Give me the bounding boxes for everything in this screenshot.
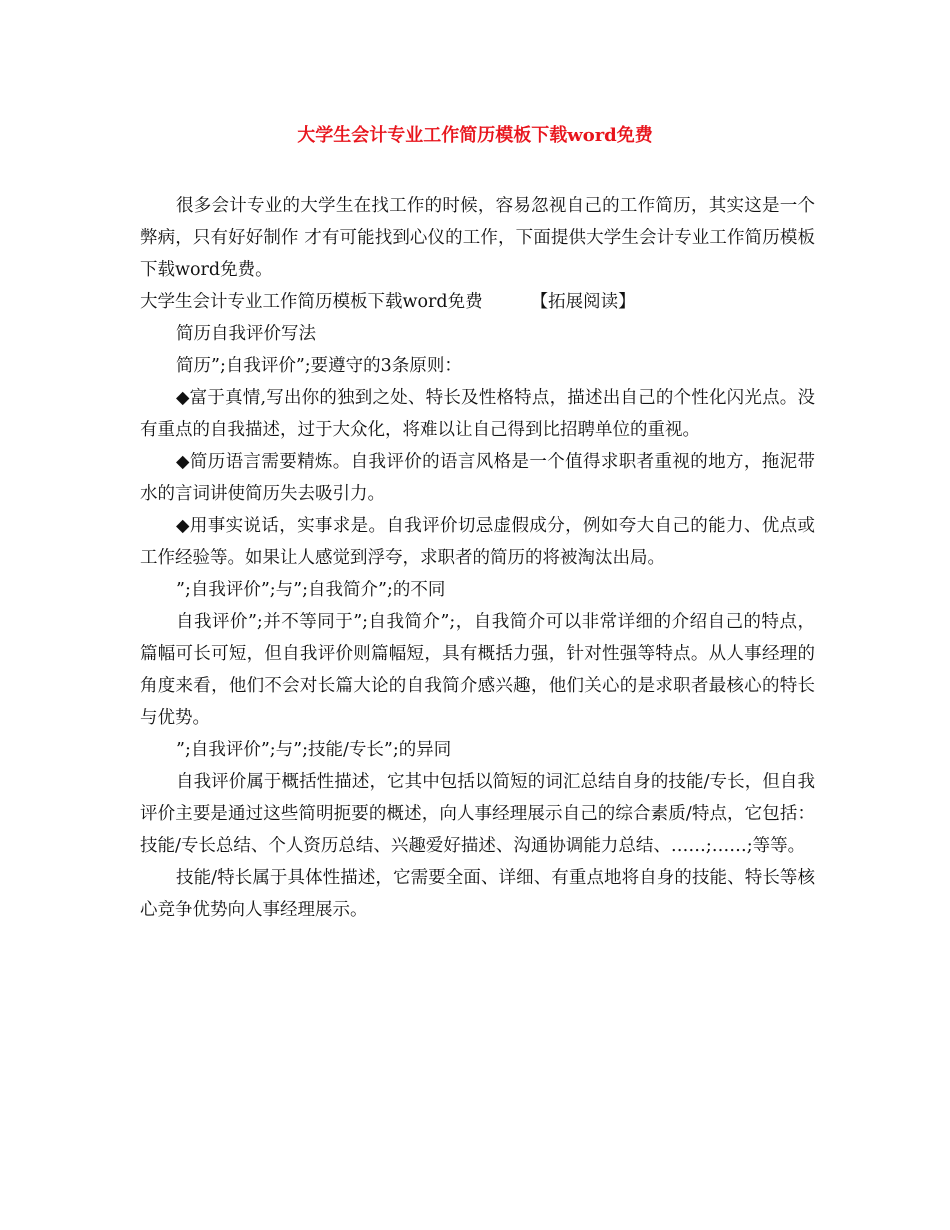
extended-reading-link[interactable]: 【拓展阅读】 <box>530 292 636 312</box>
section-principles-heading: 简历”;自我评价”;要遵守的3条原则： <box>176 356 462 376</box>
intro-paragraph: 很多会计专业的大学生在找工作的时候，容易忽视自己的工作简历，其实这是一个弊病，只有好好制作 才有可能找到心仪的工作，下面提供大学生会计专业工作简历模板下载word免费。 <box>140 196 815 280</box>
skills-paragraph: 技能/特长属于具体性描述，它需要全面、详细、有重点地将自身的技能、特长等核心竞争优势向人事经理展示。 <box>140 868 815 920</box>
principle-item-3: ◆用事实说话，实事求是。自我评价切忌虚假成分，例如夸大自己的能力、优点或工作经验等。如果让人感觉到浮夸，求职者的简历的将被淘汰出局。 <box>140 516 815 568</box>
document-body <box>140 190 815 926</box>
principle-item-2: ◆简历语言需要精炼。自我评价的语言风格是一个值得求职者重视的地方，拖泥带水的言词讲使简历失去吸引力。 <box>140 452 815 504</box>
principle-item-1: ◆富于真情,写出你的独到之处、特长及性格特点，描述出自己的个性化闪光点。没有重点的自我描述，过于大众化，将难以让自己得到比招聘单位的重视。 <box>140 388 815 440</box>
extended-reading-title: 大学生会计专业工作简历模板下载word免费 <box>140 292 483 312</box>
section-heading-difference: ”;自我评价”;与”;自我简介”;的不同 <box>176 580 446 600</box>
extended-reading-line <box>140 286 815 318</box>
difference-paragraph: 自我评价”;并不等同于”;自我简介”;，自我简介可以非常详细的介绍自己的特点，篇幅可长可短，但自我评价则篇幅短，具有概括力强，针对性强等特点。从人事经理的角度来看，他们不会对长篇大论的自我简介感兴趣，他们关心的是求职者最核心的特长与优势。 <box>140 612 815 728</box>
section-heading-similarity: ”;自我评价”;与”;技能/专长”;的异同 <box>176 740 452 760</box>
similarity-paragraph: 自我评价属于概括性描述，它其中包括以简短的词汇总结自身的技能/专长，但自我评价主要是通过这些简明扼要的概述，向人事经理展示自己的综合素质/特点，它包括：技能/专长总结、个人资历总结、兴趣爱好描述、沟通协调能力总结、……;……;等等。 <box>140 772 815 856</box>
section-heading-resume-self-evaluation: 简历自我评价写法 <box>176 324 316 344</box>
document-title: 大学生会计专业工作简历模板下载word免费 <box>297 125 653 146</box>
